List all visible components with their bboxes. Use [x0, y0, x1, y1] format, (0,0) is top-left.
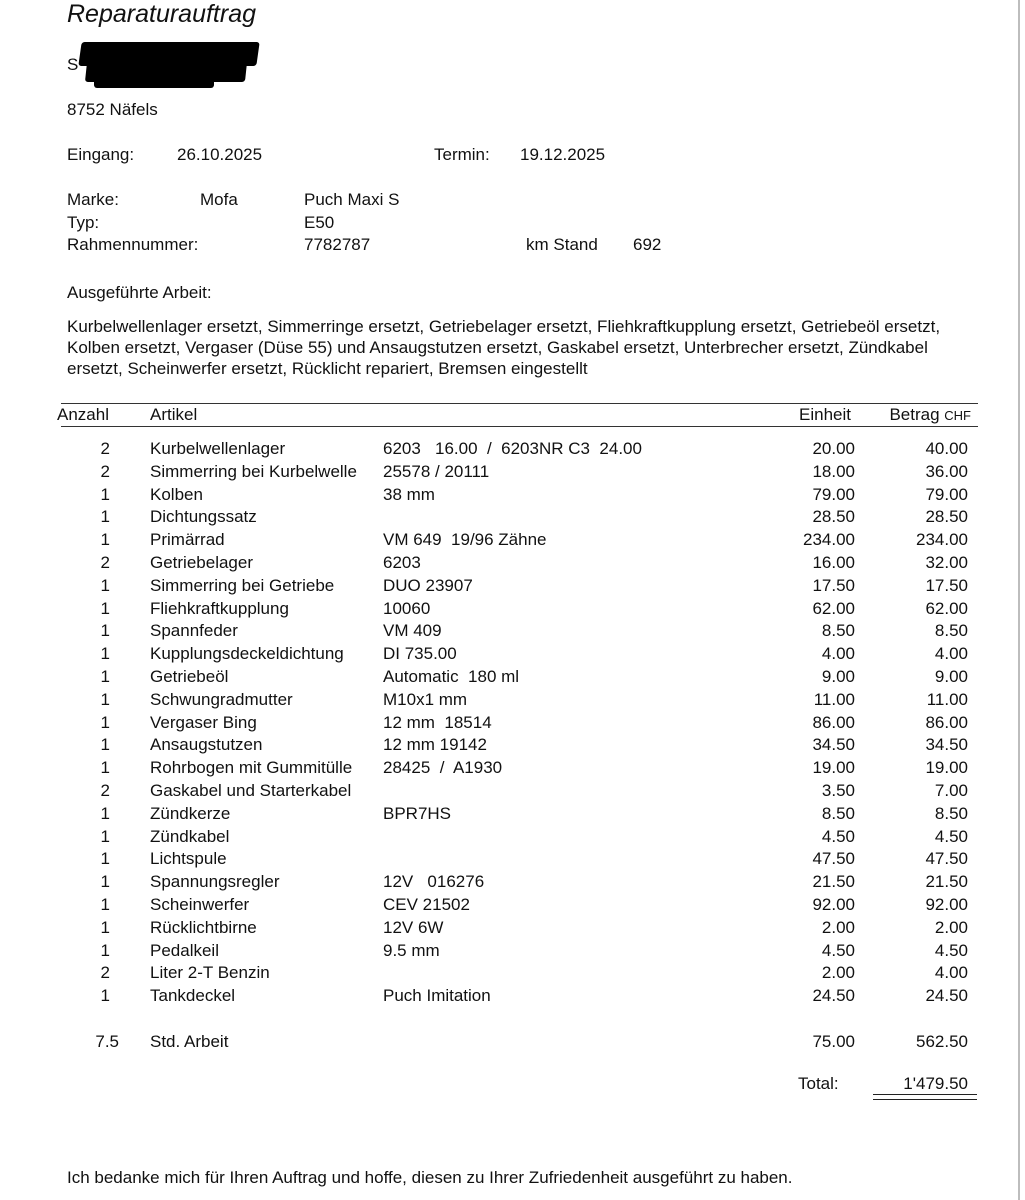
- row-qty: 2: [100, 781, 110, 800]
- row-article: Rohrbogen mit Gummitülle: [150, 758, 353, 778]
- row-unit: 19.00: [812, 758, 855, 778]
- table-row: [0, 895, 1025, 917]
- row-unit: 24.50: [812, 986, 855, 1006]
- row-article: Fliehkraftkupplung: [150, 598, 289, 618]
- table-row: [0, 690, 1025, 712]
- row-article: Rücklichtbirne: [150, 917, 257, 937]
- row-spec: M10x1 mm: [383, 689, 468, 709]
- row-qty: 1: [100, 849, 110, 869]
- table-top-rule: [61, 403, 978, 404]
- table-row: [0, 462, 1025, 484]
- row-qty: 1: [100, 689, 110, 709]
- thanks-text: Ich bedanke mich für Ihren Auftrag und hoffe, diesen zu Ihrer Zufriedenheit ausgeführt zu haben.: [67, 1168, 793, 1187]
- marke-label: Marke:: [67, 190, 119, 209]
- table-row: [0, 872, 1025, 894]
- table-row: [0, 963, 1025, 985]
- row-unit: 3.50: [821, 781, 855, 800]
- row-article: Kolben: [150, 484, 203, 504]
- header-qty: Anzahl: [57, 405, 109, 424]
- row-spec: CEV 21502: [383, 895, 470, 914]
- row-amount: 19.00: [925, 758, 968, 778]
- eingang-label: Eingang:: [67, 145, 135, 164]
- row-qty: 1: [100, 598, 110, 618]
- row-amount: 92.00: [925, 895, 968, 914]
- row-unit: 4.50: [821, 940, 855, 960]
- eingang-date: 26.10.2025: [177, 145, 263, 164]
- row-qty: 1: [100, 826, 110, 846]
- row-article: Liter 2-T Benzin: [150, 963, 270, 983]
- row-amount: 4.00: [934, 963, 968, 983]
- row-unit: 4.50: [821, 826, 855, 846]
- header-article: Artikel: [150, 405, 198, 424]
- row-amount: 40.00: [925, 439, 968, 458]
- row-amount: 9.00: [934, 667, 968, 686]
- row-spec: 38 mm: [383, 484, 435, 504]
- page-title: Reparaturauftrag: [67, 0, 257, 28]
- row-unit: 8.50: [821, 621, 855, 641]
- row-amount: 62.00: [925, 598, 968, 618]
- table-row: [0, 941, 1025, 963]
- row-qty: 1: [100, 507, 110, 527]
- labor-row: [0, 1032, 1025, 1054]
- marke-category: Mofa: [200, 190, 238, 209]
- table-row: [0, 713, 1025, 735]
- row-spec: Puch Imitation: [383, 986, 491, 1006]
- work-description: Kurbelwellenlager ersetzt, Simmerringe ersetzt, Getriebelager ersetzt, Fliehkraftkupplung ersetzt, Getriebeöl ersetzt, Kolben ersetzt, Vergaser (Düse 55) und Ansaugstutzen ersetzt, Gaskabel ersetzt, Unterbrecher ersetzt, Zündkabel ersetzt, Scheinwerfer ersetzt, Rücklicht repariert, Bremsen eingestellt: [67, 317, 941, 378]
- row-spec: 25578 / 20111: [383, 461, 490, 481]
- total-value: 1'479.50: [903, 1074, 968, 1093]
- work-label: Ausgeführte Arbeit:: [67, 283, 212, 302]
- table-row: [0, 485, 1025, 507]
- header-amount: [889, 405, 971, 425]
- table-row: [0, 781, 1025, 803]
- total-label: Total:: [798, 1074, 839, 1093]
- row-unit: 8.50: [821, 803, 855, 823]
- row-qty: 1: [100, 986, 110, 1006]
- row-spec: VM 409: [383, 621, 442, 641]
- row-amount: 4.50: [934, 940, 968, 960]
- row-qty: 1: [100, 712, 110, 732]
- address-initial: S: [67, 55, 79, 74]
- row-article: Lichtspule: [150, 849, 227, 869]
- row-qty: 1: [100, 530, 110, 550]
- row-amount: 79.00: [925, 484, 968, 504]
- row-unit: 34.50: [812, 735, 855, 755]
- row-amount: 34.50: [925, 735, 968, 755]
- table-header: [0, 405, 1025, 425]
- table-row: [0, 735, 1025, 757]
- row-unit: 18.00: [812, 461, 855, 481]
- address-city: 8752 Näfels: [67, 100, 158, 119]
- row-qty: 1: [100, 735, 110, 755]
- table-row: [0, 918, 1025, 940]
- row-amount: 36.00: [925, 461, 968, 481]
- row-amount: 4.50: [934, 826, 968, 846]
- termin-label: Termin:: [434, 145, 490, 164]
- row-amount: 86.00: [925, 712, 968, 732]
- row-unit: 79.00: [812, 484, 855, 504]
- row-article: Scheinwerfer: [150, 895, 250, 914]
- labor-amount: 562.50: [916, 1032, 968, 1051]
- table-row: [0, 576, 1025, 598]
- row-spec: BPR7HS: [383, 803, 452, 823]
- table-row: [0, 530, 1025, 552]
- row-qty: 1: [100, 917, 110, 937]
- row-spec: 10060: [383, 598, 431, 618]
- row-article: Primärrad: [150, 530, 225, 550]
- row-spec: 12V 016276: [383, 872, 485, 892]
- total-double-underline: [873, 1094, 977, 1100]
- header-currency: CHF: [944, 408, 971, 423]
- row-article: Dichtungssatz: [150, 507, 257, 527]
- labor-qty: 7.5: [95, 1032, 119, 1051]
- row-unit: 17.50: [812, 575, 855, 595]
- row-unit: 11.00: [813, 689, 855, 709]
- row-qty: 2: [100, 553, 110, 572]
- row-unit: 2.00: [821, 963, 855, 983]
- row-unit: 20.00: [812, 439, 855, 458]
- row-article: Spannfeder: [150, 621, 238, 641]
- row-qty: 1: [100, 484, 110, 504]
- row-amount: 4.00: [934, 644, 968, 664]
- row-unit: 47.50: [812, 849, 855, 869]
- rahmen-label: Rahmennummer:: [67, 235, 199, 254]
- row-article: Kurbelwellenlager: [150, 439, 286, 458]
- table-row: [0, 644, 1025, 666]
- row-qty: 1: [100, 803, 110, 823]
- row-qty: 1: [100, 621, 110, 641]
- row-qty: 1: [100, 872, 110, 892]
- row-amount: 28.50: [925, 507, 968, 527]
- row-qty: 2: [100, 461, 110, 481]
- table-row: [0, 507, 1025, 529]
- row-article: Getriebelager: [150, 553, 254, 572]
- table-row: [0, 439, 1025, 461]
- row-unit: 62.00: [812, 598, 855, 618]
- table-row: [0, 758, 1025, 780]
- row-article: Simmerring bei Kurbelwelle: [150, 461, 357, 481]
- row-article: Gaskabel und Starterkabel: [150, 781, 352, 800]
- row-qty: 2: [100, 439, 110, 458]
- labor-name: Std. Arbeit: [150, 1032, 229, 1051]
- row-amount: 17.50: [925, 575, 968, 595]
- row-unit: 2.00: [821, 917, 855, 937]
- row-article: Vergaser Bing: [150, 712, 257, 732]
- row-amount: 8.50: [934, 803, 968, 823]
- row-article: Spannungsregler: [150, 872, 280, 892]
- header-unit: Einheit: [799, 405, 851, 424]
- row-amount: 21.50: [925, 872, 968, 892]
- row-unit: 92.00: [812, 895, 855, 914]
- row-unit: 16.00: [812, 553, 855, 572]
- row-qty: 1: [100, 895, 110, 914]
- row-amount: 24.50: [925, 986, 968, 1006]
- row-qty: 1: [100, 575, 110, 595]
- row-spec: 12 mm 18514: [383, 712, 492, 732]
- typ-value: E50: [304, 213, 335, 232]
- table-row: [0, 667, 1025, 689]
- row-qty: 2: [100, 963, 110, 983]
- row-article: Tankdeckel: [150, 986, 236, 1006]
- row-article: Ansaugstutzen: [150, 735, 263, 755]
- table-row: [0, 804, 1025, 826]
- row-amount: 8.50: [934, 621, 968, 641]
- termin-date: 19.12.2025: [520, 145, 606, 164]
- row-qty: 1: [100, 667, 110, 686]
- row-article: Kupplungsdeckeldichtung: [150, 644, 344, 664]
- row-spec: 6203: [383, 553, 421, 572]
- row-unit: 21.50: [812, 872, 855, 892]
- km-value: 692: [633, 235, 662, 254]
- table-row: [0, 599, 1025, 621]
- row-unit: 28.50: [812, 507, 855, 527]
- row-amount: 2.00: [934, 917, 968, 937]
- row-article: Simmerring bei Getriebe: [150, 575, 335, 595]
- row-amount: 47.50: [925, 849, 968, 869]
- row-article: Pedalkeil: [150, 940, 219, 960]
- row-spec: VM 649 19/96 Zähne: [383, 530, 547, 550]
- row-article: Zündkerze: [150, 803, 231, 823]
- row-article: Schwungradmutter: [150, 689, 293, 709]
- row-amount: 11.00: [926, 689, 968, 709]
- row-amount: 7.00: [934, 781, 968, 800]
- marke-value: Puch Maxi S: [304, 190, 400, 209]
- row-amount: 32.00: [925, 553, 968, 572]
- row-spec: DUO 23907: [383, 575, 473, 595]
- row-unit: 86.00: [812, 712, 855, 732]
- row-spec: DI 735.00: [383, 644, 457, 664]
- table-row: [0, 827, 1025, 849]
- table-row: [0, 986, 1025, 1008]
- km-label: km Stand: [526, 235, 598, 254]
- table-row: [0, 621, 1025, 643]
- labor-unit: 75.00: [812, 1032, 855, 1051]
- row-unit: 234.00: [803, 530, 855, 550]
- row-qty: 1: [100, 940, 110, 960]
- row-article: Getriebeöl: [150, 667, 229, 686]
- table-header-rule: [61, 426, 978, 427]
- row-amount: 234.00: [916, 530, 968, 550]
- table-row: [0, 849, 1025, 871]
- row-article: Zündkabel: [150, 826, 230, 846]
- row-qty: 1: [100, 758, 110, 778]
- row-spec: 12V 6W: [383, 917, 444, 937]
- row-unit: 4.00: [821, 644, 855, 664]
- redaction-block: [94, 78, 214, 88]
- row-spec: 9.5 mm: [383, 940, 440, 960]
- row-spec: 6203 16.00 / 6203NR C3 24.00: [383, 439, 642, 458]
- typ-label: Typ:: [67, 213, 100, 232]
- row-unit: 9.00: [821, 667, 855, 686]
- row-spec: 12 mm 19142: [383, 735, 487, 755]
- row-spec: Automatic 180 ml: [383, 667, 520, 686]
- row-spec: 28425 / A1930: [383, 758, 503, 778]
- table-row: [0, 553, 1025, 575]
- rahmen-value: 7782787: [304, 235, 371, 254]
- row-qty: 1: [100, 644, 110, 664]
- header-amount-label: Betrag: [889, 405, 940, 424]
